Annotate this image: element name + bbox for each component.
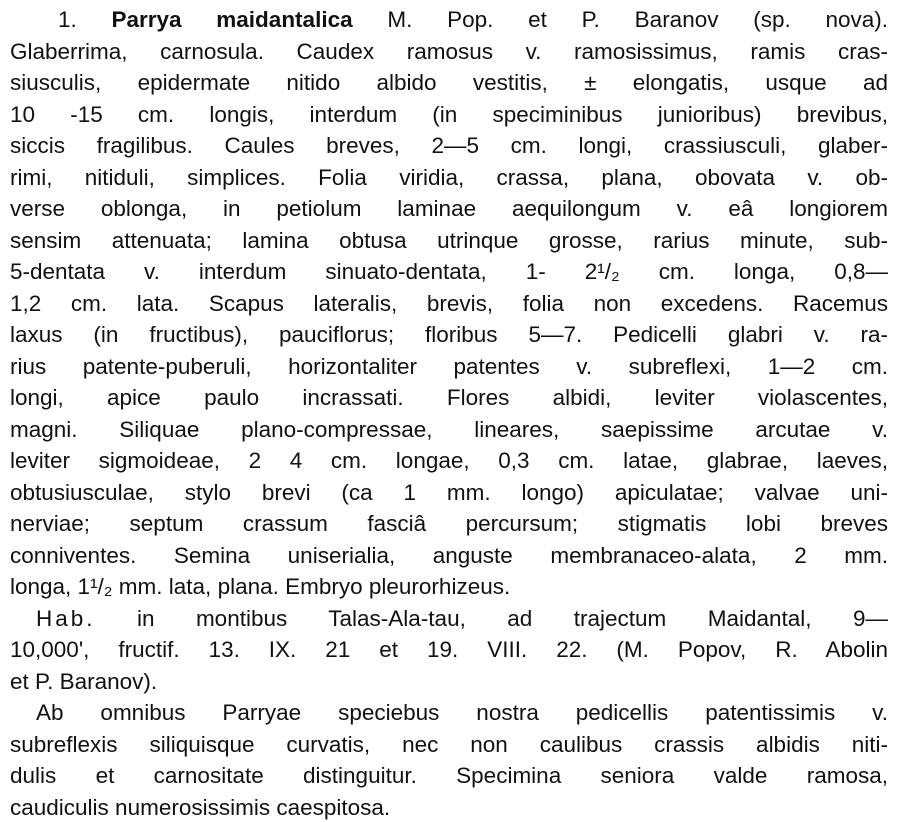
habitat-line: et P. Baranov). (10, 668, 158, 694)
description-line: rius patente-puberuli, horizontaliter patentes v. subreflexi, 1—2 cm. (10, 353, 888, 379)
entry-heading-line (10, 6, 888, 34)
description-line: siusculis, epidermate nitido albido vestitis, ± elongatis, usque ad (10, 70, 888, 95)
entry-number: 1. (58, 7, 77, 32)
description-line: 1,2 cm. lata. Scapus lateralis, brevis, folia non excedens. Racemus (10, 290, 888, 316)
description-line: sensim attenuata; lamina obtusa utrinque grosse, rarius minute, sub- (10, 227, 888, 253)
description-line: verse oblonga, in petiolum laminae aequilongum v. eâ longiorem (10, 196, 888, 221)
description-line: siccis fragilibus. Caules breves, 2—5 cm. longi, crassiusculi, glaber- (10, 133, 888, 158)
remark-line: dulis et carnositate distinguitur. Specimina seniora valde ramosa, (10, 763, 888, 788)
description-line: longa, 1¹/₂ mm. lata, plana. Embryo pleurorhizeus. (10, 574, 511, 599)
description-line: 5-dentata v. interdum sinuato-dentata, 1- 2¹/₂ cm. longa, 0,8— (10, 259, 888, 284)
habitat-label: Hab. (36, 605, 96, 631)
description-line: magni. Siliquae plano-compressae, lineares, saepissime arcutae v. (10, 416, 888, 442)
habitat-line: 10,000', fructif. 13. IX. 21 et 19. VIII. 22. (M. Popov, R. Abolin (10, 637, 888, 662)
description-line: 10 -15 cm. longis, interdum (in speciminibus junioribus) brevibus, (10, 101, 888, 127)
remark-line: caudiculis numerosissimis caespitosa. (10, 794, 391, 820)
description-line: longi, apice paulo incrassati. Flores albidi, leviter violascentes, (10, 385, 888, 410)
habitat-line (10, 605, 888, 633)
description-line: rimi, nitiduli, simplices. Folia viridia, crassa, plana, obovata v. ob- (10, 164, 888, 190)
authority-text: M. Pop. et P. Baranov (sp. nova). (387, 7, 888, 32)
description-line: nerviae; septum crassum fasciâ percursum; stigmatis lobi breves (10, 511, 888, 536)
description-line: laxus (in fructibus), pauciflorus; floribus 5—7. Pedicelli glabri v. ra- (10, 322, 888, 347)
description-line: Glaberrima, carnosula. Caudex ramosus v. ramosissimus, ramis cras- (10, 38, 888, 64)
habitat-text: in montibus Talas-Ala-tau, ad trajectum Maidantal, 9— (136, 605, 888, 631)
remark-line: Ab omnibus Parryae speciebus nostra pedicellis patentissimis v. (36, 700, 888, 725)
remark-line: subreflexis siliquisque curvatis, nec non caulibus crassis albidis niti- (10, 731, 888, 757)
description-line: obtusiusculae, stylo brevi (ca 1 mm. longo) apiculatae; valvae uni- (10, 479, 888, 505)
taxon-name: Parrya maidantalica (111, 7, 353, 32)
description-line: leviter sigmoideae, 2 4 cm. longae, 0,3 cm. latae, glabrae, laeves, (10, 448, 888, 473)
description-line: conniventes. Semina uniserialia, anguste membranaceo-alata, 2 mm. (10, 542, 888, 568)
